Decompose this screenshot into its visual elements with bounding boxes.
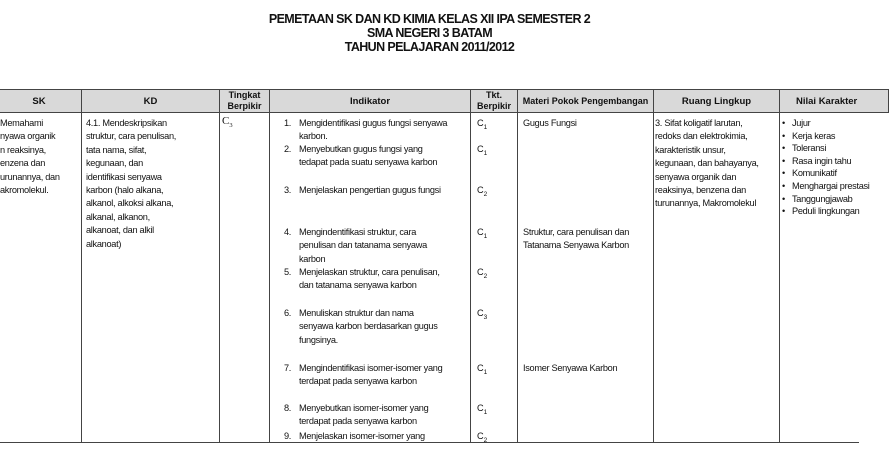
nilai-item: • Kerja keras (782, 130, 882, 143)
tkt-level: $C_1$ (477, 118, 488, 131)
ruang-lingkup-cell: 3. Sifat koligatif larutan, redoks dan elektrokimia, karakteristik unsur, kegunaan, dan bahayanya, senyawa organik dan reaksinya, benzena dan turunannya, Makromolekul (655, 118, 759, 209)
column-divider (81, 113, 82, 443)
tkt-level: $C_1$ (477, 227, 488, 240)
column-divider (779, 113, 780, 443)
tkt-level: $C_1$ (477, 363, 488, 376)
tingkat-berpikir-cell: $C_3$ (222, 115, 233, 130)
kd-cell: 4.1. Mendeskripsikan struktur, cara penulisan, tata nama, sifat, kegunaan, dan identifikasi senyawa karbon (halo alkana, alkanol, alkoksi alkana, alkanal, alkanon, alkanoat, dan alkil alkanoat) (86, 118, 177, 249)
materi-item: Isomer Senyawa Karbon (523, 363, 618, 373)
materi-item: Gugus Fungsi (523, 118, 577, 128)
tkt-level: $C_1$ (477, 403, 488, 416)
nilai-item: • Tanggungjawab (782, 193, 882, 206)
tkt-level: $C_2$ (477, 267, 488, 280)
nilai-item: • Toleransi (782, 142, 882, 155)
header-materi-pokok: Materi Pokok Pengembangan (517, 89, 654, 113)
nilai-item: • Komunikatif (782, 167, 882, 180)
nilai-karakter-list (782, 117, 882, 218)
document-title-line-3: TAHUN PELAJARAN 2011/2012 (344, 40, 515, 54)
column-divider (517, 113, 518, 443)
nilai-item: • Menghargai prestasi (782, 180, 882, 193)
column-divider (219, 113, 220, 443)
nilai-item: • Rasa ingin tahu (782, 155, 882, 168)
tkt-level: $C_2$ (477, 185, 488, 198)
column-divider (653, 113, 654, 443)
header-ruang-lingkup: Ruang Lingkup (653, 89, 780, 113)
header-kd: KD (81, 89, 220, 113)
tkt-level: $C_3$ (477, 308, 488, 321)
header-indikator: Indikator (269, 89, 471, 113)
nilai-item: • Peduli lingkungan (782, 205, 882, 218)
header-sk: SK (0, 89, 82, 113)
tkt-level: $C_2$ (477, 431, 488, 444)
tkt-level: $C_1$ (477, 144, 488, 157)
sk-cell: Memahami nyawa organik n reaksinya, enzena dan urunannya, dan akromolekul. (0, 118, 60, 196)
document-title-line-2: SMA NEGERI 3 BATAM (366, 26, 493, 40)
header-tingkat-berpikir: Tingkat Berpikir (219, 89, 270, 113)
document-title-line-1: PEMETAAN SK DAN KD KIMIA KELAS XII IPA SEMESTER 2 (268, 12, 591, 26)
column-divider (470, 113, 471, 443)
header-nilai-karakter: Nilai Karakter (779, 89, 889, 113)
column-divider (269, 113, 270, 443)
nilai-item: • Jujur (782, 117, 882, 130)
header-tkt-berpikir: Tkt. Berpikir (470, 89, 518, 113)
materi-item: Struktur, cara penulisan dan Tatanama Senyawa Karbon (523, 227, 630, 251)
